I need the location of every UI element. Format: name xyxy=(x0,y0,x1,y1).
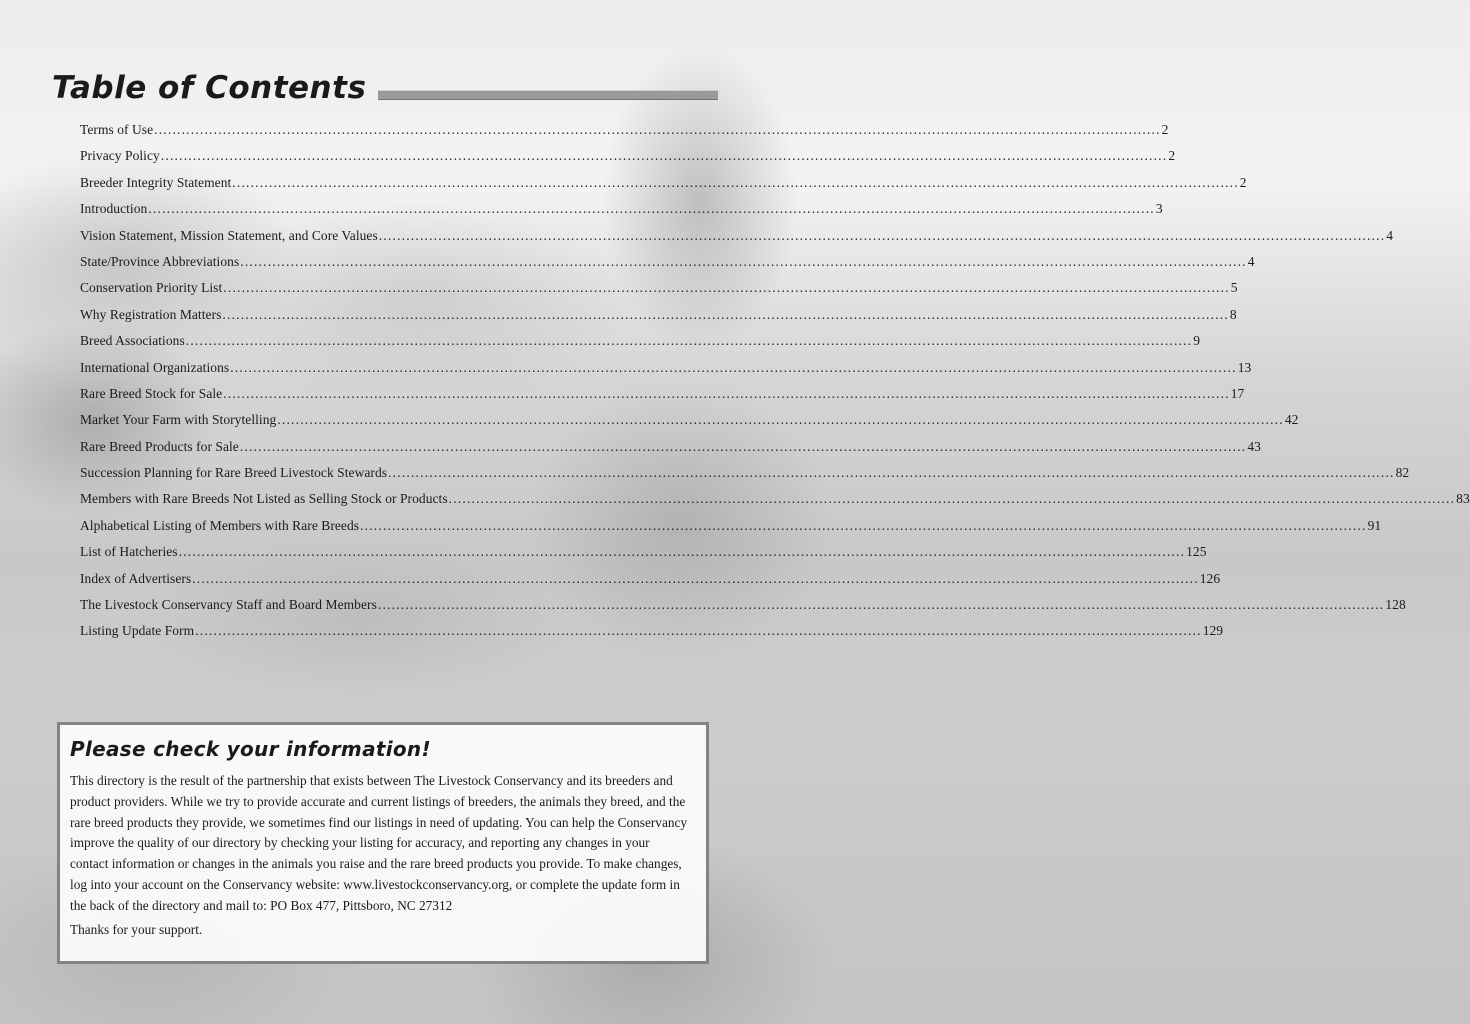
toc-entry-page: 129 xyxy=(1202,623,1224,639)
toc-entry-label: Breeder Integrity Statement xyxy=(80,174,232,190)
toc-entry-label: International Organizations xyxy=(80,359,230,375)
toc-leader-dots: ............................................................................................................................................................................................................................ xyxy=(360,517,1367,533)
toc-entry xyxy=(80,597,1406,623)
toc-entry xyxy=(80,412,1299,438)
toc-entry-label: Index of Advertisers xyxy=(80,570,192,586)
toc-entry-page: 4 xyxy=(1247,253,1255,269)
toc-entry-page: 5 xyxy=(1230,280,1238,296)
toc-entry xyxy=(80,201,1163,227)
notice-body: This directory is the result of the partnership that exists between The Livestock Conservancy and its breeders and product providers. While we try to provide accurate and current listings of breeders, the animals they breed, and the rare breed products they provide, we sometimes find our listings in need of updating. You can help the Conservancy improve the quality of our directory by checking your listing for accuracy, and reporting any changes in your contact information or changes in the animals you raise and the rare breed products you provide. To make changes, log into your account on the Conservancy website: www.livestockconservancy.org, or complete the update form in the back of the directory and mail to: PO Box 477, Pittsboro, NC 27312 xyxy=(70,773,688,913)
toc-entry xyxy=(80,253,1255,280)
toc-entry-page: 13 xyxy=(1237,359,1252,375)
toc-entry-page: 2 xyxy=(1161,122,1169,137)
toc-entry-page: 91 xyxy=(1367,517,1382,533)
toc-entry-label: Breed Associations xyxy=(80,333,185,349)
toc-entry xyxy=(80,570,1221,597)
toc-leader-dots: ............................................................................................................................................................................................................................ xyxy=(185,333,1193,349)
notice-box xyxy=(57,722,709,964)
toc-entry-label: Rare Breed Stock for Sale xyxy=(80,385,223,401)
toc-entry-label: Market Your Farm with Storytelling xyxy=(80,412,277,428)
toc-entry xyxy=(80,148,1176,174)
toc-entry xyxy=(80,174,1247,201)
toc-entry-label: Rare Breed Products for Sale xyxy=(80,438,239,454)
toc-leader-dots: ............................................................................................................................................................................................................................ xyxy=(230,359,1237,375)
toc-entry-label: Terms of Use xyxy=(80,122,154,137)
toc-entry-label: The Livestock Conservancy Staff and Board Members xyxy=(80,597,377,613)
toc-entry-page: 82 xyxy=(1395,465,1410,481)
toc-entry-label: State/Province Abbreviations xyxy=(80,253,240,269)
toc-leader-dots: ............................................................................................................................................................................................................................ xyxy=(148,201,1155,217)
notice-title: Please check your information! xyxy=(70,737,431,761)
title-rule-divider xyxy=(378,90,718,100)
toc-leader-dots: ............................................................................................................................................................................................................................ xyxy=(448,491,1456,507)
toc-leader-dots: ............................................................................................................................................................................................................................ xyxy=(239,438,1247,454)
toc-leader-dots: ............................................................................................................................................................................................................................ xyxy=(277,412,1284,428)
toc-entry-page: 2 xyxy=(1168,148,1176,164)
toc-entry-label: Privacy Policy xyxy=(80,148,160,164)
toc-leader-dots: ............................................................................................................................................................................................................................ xyxy=(388,465,1395,481)
toc-entry xyxy=(80,333,1201,359)
toc-leader-dots: ............................................................................................................................................................................................................................ xyxy=(195,623,1202,639)
notice-thanks: Thanks for your support. xyxy=(70,921,203,937)
toc-entry-label: Alphabetical Listing of Members with Rare Breeds xyxy=(80,517,360,533)
toc-entry-page: 126 xyxy=(1199,570,1221,586)
toc-entry-label: Listing Update Form xyxy=(80,623,195,639)
toc-entry-label: Members with Rare Breeds Not Listed as Selling Stock or Products xyxy=(80,491,448,507)
toc-entry-page: 2 xyxy=(1239,174,1247,190)
toc-entry xyxy=(80,544,1207,570)
toc-leader-dots: ............................................................................................................................................................................................................................ xyxy=(223,385,1230,401)
toc-entry-page: 9 xyxy=(1193,333,1201,349)
toc-entry-page: 83 xyxy=(1456,491,1470,507)
toc-entry xyxy=(80,517,1382,544)
toc-list xyxy=(80,122,1470,650)
toc-leader-dots: ............................................................................................................................................................................................................................ xyxy=(232,174,1239,190)
toc-entry-page: 128 xyxy=(1385,597,1406,613)
toc-entry xyxy=(80,227,1394,254)
toc-title: Table of Contents xyxy=(52,70,367,106)
toc-leader-dots: ............................................................................................................................................................................................................................ xyxy=(178,544,1186,560)
toc-leader-dots: ............................................................................................................................................................................................................................ xyxy=(160,148,1168,164)
toc-leader-dots: ............................................................................................................................................................................................................................ xyxy=(240,253,1247,269)
toc-leader-dots: ............................................................................................................................................................................................................................ xyxy=(223,280,1230,296)
toc-leader-dots: ............................................................................................................................................................................................................................ xyxy=(192,570,1199,586)
toc-entry xyxy=(80,438,1261,465)
toc-entry xyxy=(80,122,1169,148)
toc-entry-label: Conservation Priority List xyxy=(80,280,223,296)
toc-entry xyxy=(80,465,1410,491)
toc-leader-dots: ............................................................................................................................................................................................................................ xyxy=(378,227,1386,243)
toc-entry-page: 125 xyxy=(1186,544,1207,560)
toc-entry xyxy=(80,385,1245,412)
toc-entry-label: Why Registration Matters xyxy=(80,306,222,322)
toc-entry xyxy=(80,359,1252,386)
toc-leader-dots: ............................................................................................................................................................................................................................ xyxy=(154,122,1161,137)
toc-entry xyxy=(80,306,1237,333)
toc-entry-page: 8 xyxy=(1229,306,1237,322)
toc-entry-label: Introduction xyxy=(80,201,148,217)
toc-leader-dots: ............................................................................................................................................................................................................................ xyxy=(377,597,1385,613)
toc-entry-page: 3 xyxy=(1155,201,1163,217)
toc-entry-page: 42 xyxy=(1284,412,1299,428)
toc-entry-page: 4 xyxy=(1386,227,1394,243)
toc-entry xyxy=(80,623,1224,649)
toc-entry-label: Vision Statement, Mission Statement, and Core Values xyxy=(80,227,378,243)
toc-entry-page: 17 xyxy=(1230,385,1245,401)
toc-entry-label: List of Hatcheries xyxy=(80,544,178,560)
toc-entry-page: 43 xyxy=(1247,438,1261,454)
toc-entry xyxy=(80,491,1470,517)
toc-leader-dots: ............................................................................................................................................................................................................................ xyxy=(222,306,1229,322)
toc-entry-label: Succession Planning for Rare Breed Livestock Stewards xyxy=(80,465,388,481)
toc-entry xyxy=(80,280,1238,306)
